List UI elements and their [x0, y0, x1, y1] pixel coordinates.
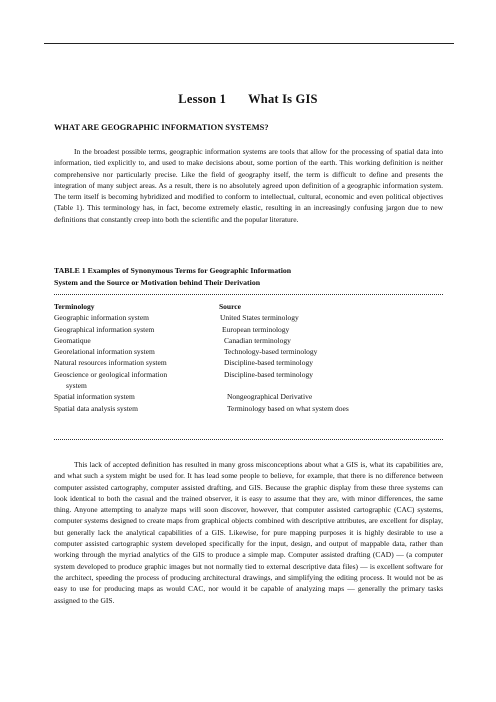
table-bottom-rule	[54, 439, 443, 440]
table-caption-line-1: TABLE 1 Examples of Synonymous Terms for Geographic Information	[54, 266, 292, 275]
source-cell: Nongeographical Derivative	[227, 392, 313, 402]
table-row	[54, 391, 443, 402]
source-cell: Canadian terminology	[224, 335, 291, 345]
header-terminology: Terminology	[54, 302, 95, 311]
table-top-rule	[54, 294, 443, 295]
table-header-row	[54, 301, 443, 312]
table-row	[54, 324, 443, 335]
table-caption	[54, 265, 443, 288]
paragraph-misconceptions: This lack of accepted definition has resulted in many gross misconceptions about what a GIS is, what its capabilities are, and what such a system might be used for. It has lead some people to believe, for example, that there is no difference between computer assisted cartography, computer assisted drafting, and GIS. Because the graphic display from these three systems can look identical to both the casual and the trained observer, it is easy to assume that they are, with minor differences, the same thing. Anyone attempting to analyze maps will soon discover, however, that computer assisted cartographic (CAC) systems, computer systems designed to create maps from graphical objects combined with descriptive attributes, are excellent for display, but generally lack the analytical capabilities of a GIS. Likewise, for pure mapping purposes it is highly desirable to use a computer assisted cartographic system developed specifically for the input, design, and output of mappable data, rather than working through the myriad analytics of the GIS to produce a simple map. Computer assisted drafting (CAD) — (a computer system developed to produce graphic images but not normally tied to external descriptive data files) — is excellent software for the architect, speeding the process of producing architectural drawings, and simplifying the editing process. It would not be as easy to use for producing maps as would CAC, nor would it be capable of analyzing maps — generally the primary tasks assigned to the GIS.	[54, 460, 443, 605]
source-cell: Discipline-based terminology	[224, 369, 313, 379]
table-row	[54, 357, 443, 368]
table-row	[54, 369, 443, 380]
paragraph-intro: In the broadest possible terms, geographic information systems are tools that allow for the processing of spatial data into information, tied explicitly to, and used to make decisions about, some portion of the earth. This working definition is neither comprehensive nor particularly precise. Like the field of geography itself, the term is difficult to define and presents the integration of many subject areas. As a result, there is no absolutely agreed upon definition of a geographic information system. The term itself is becoming hybridized and modified to conform to intellectual, cultural, economic and even political objectives (Table 1). This terminology has, in fact, become extremely elastic, resulting in an increasingly confusing jargon due to new definitions that constantly creep into both the scientific and the popular literature.	[54, 147, 443, 224]
term-cell: system	[66, 381, 87, 391]
lesson-title	[0, 92, 496, 107]
table-row	[54, 380, 443, 391]
source-cell: Technology-based terminology	[224, 347, 318, 357]
table-caption-line-2: System and the Source or Motivation behind Their Derivation	[54, 277, 261, 287]
source-cell: Terminology based on what system does	[227, 403, 349, 413]
term-cell: Geomatique	[54, 335, 91, 345]
synonym-table	[54, 301, 443, 414]
header-rule	[44, 43, 454, 44]
source-cell: Discipline-based terminology	[224, 358, 313, 368]
lesson-name: What Is GIS	[248, 92, 318, 106]
lesson-label: Lesson 1	[178, 92, 227, 106]
source-cell: United States terminology	[220, 313, 299, 323]
term-cell: Geographical information system	[54, 324, 155, 334]
table-row	[54, 335, 443, 346]
header-source: Source	[219, 302, 241, 311]
term-cell: Georelational information system	[54, 347, 155, 357]
term-cell: Geoscience or geological information	[54, 369, 168, 379]
source-cell: European terminology	[222, 324, 290, 334]
table-row	[54, 403, 443, 414]
table-row	[54, 346, 443, 357]
section-heading: WHAT ARE GEOGRAPHIC INFORMATION SYSTEMS?	[54, 123, 269, 132]
term-cell: Natural resources information system	[54, 358, 167, 368]
term-cell: Spatial information system	[54, 392, 135, 402]
table-row	[54, 312, 443, 323]
term-cell: Geographic information system	[54, 313, 149, 323]
term-cell: Spatial data analysis system	[54, 403, 138, 413]
